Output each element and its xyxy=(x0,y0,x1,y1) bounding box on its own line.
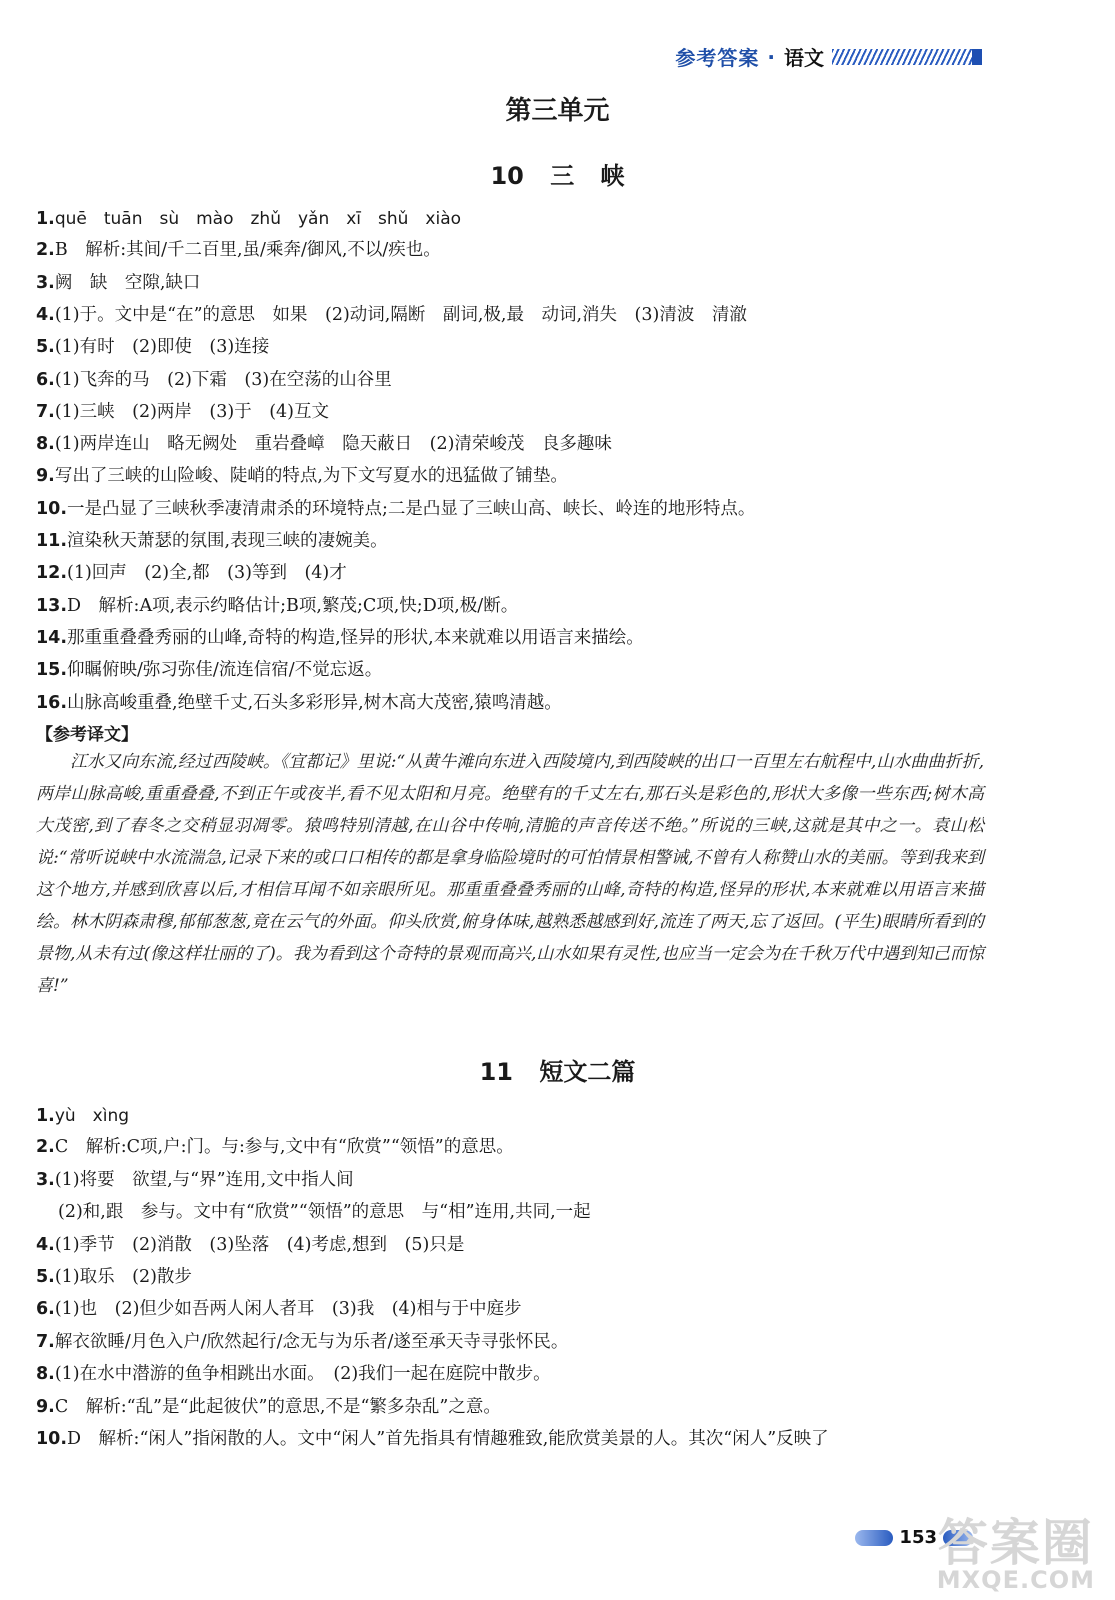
footer-left-decoration xyxy=(855,1530,893,1546)
answer-text: (1)在水中潜游的鱼争相跳出水面。 (2)我们一起在庭院中散步。 xyxy=(54,1364,551,1385)
answer-number: 3. xyxy=(36,272,55,293)
answer-text: 阙 缺 空隙,缺口 xyxy=(54,272,201,293)
answer-text: 一是凸显了三峡秋季凄清肃杀的环境特点;二是凸显了三峡山高、峡长、岭连的地形特点。 xyxy=(67,498,756,519)
answer-text: 写出了三峡的山险峻、陡峭的特点,为下文写夏水的迅猛做了铺垫。 xyxy=(54,466,568,487)
lesson-10-title: 10 三 峡 xyxy=(490,162,625,190)
answer-number: 7. xyxy=(36,401,55,422)
answer-text: 解衣欲睡/月色入户/欣然起行/念无与为乐者/遂至承天寺寻张怀民。 xyxy=(54,1331,569,1352)
answer-text: (1)取乐 (2)散步 xyxy=(54,1267,192,1287)
answer-number: 11. xyxy=(36,531,68,551)
page-number: 153 xyxy=(899,1527,937,1548)
answer-line xyxy=(36,1263,192,1288)
answer-line xyxy=(36,1328,568,1353)
answer-line xyxy=(36,1231,464,1256)
watermark-line-2: MXQE.COM xyxy=(936,1566,1095,1594)
answer-number: 8. xyxy=(36,434,55,455)
answer-text: quē tuān sù mào zhǔ yǎn xī shǔ xiào xyxy=(54,209,462,229)
header-subject: 语文 xyxy=(784,46,824,70)
answer-number: 9. xyxy=(36,466,55,487)
answer-line xyxy=(58,1198,591,1223)
translation-paragraph: 江水又向东流,经过西陵峡。《宜都记》里说:“从黄牛滩向东进入西陵境内,到西陵峡的出口一百里左右航程中,山水曲曲折折,两岸山脉高峻,重重叠叠,不到正午或夜半,看不见太阳和月亮。绝壁有的千丈左右,那石头是彩色的,形状大多像一些东西;树木高大茂密,到了春冬之交稍显羽凋零。猿鸣特别清越,在山谷中传响,清脆的声音传送不绝。”所说的三峡,这就是其中之一。袁山松说:“常听说峡中水流湍急,记录下来的或口口相传的都是拿身临险境时的可怕情景相警诫,不曾有人称赞山水的美丽。等到我来到这个地方,并感到欣喜以后,才相信耳闻不如亲眼所见。那重重叠叠秀丽的山峰,奇特的构造,怪异的形状,本来就难以用语言来描绘。林木阴森肃穆,郁郁葱葱,竟在云气的外面。仰头欣赏,俯身体味,越熟悉越感到好,流连了两天,忘了返回。(平生)眼睛所看到的景物,从未有过(像这样壮丽的了)。我为看到这个奇特的景观而高兴,山水如果有灵性,也应当一定会为在千秋万代中遇到知己而惊喜!” xyxy=(36,752,984,996)
answer-line xyxy=(36,236,441,261)
unit-title: 第三单元 xyxy=(505,96,610,126)
answer-line xyxy=(36,495,755,520)
answer-text: 渲染秋天萧瑟的氛围,表现三峡的凄婉美。 xyxy=(67,531,388,551)
answer-text: (1)于。文中是“在”的意思 如果 (2)动词,隔断 副词,极,最 动词,消失 (3)清波 清澈 xyxy=(54,304,747,325)
header-stripe-decoration xyxy=(832,49,982,65)
answer-number: 5. xyxy=(36,1267,55,1287)
answer-number: 15. xyxy=(36,660,68,681)
answer-line xyxy=(36,1425,829,1450)
answer-number: 5. xyxy=(36,337,55,358)
answer-text: C 解析:C项,户:门。与:参与,文中有“欣赏”“领悟”的意思。 xyxy=(54,1137,514,1158)
answer-number: 16. xyxy=(36,692,68,713)
answer-number: 4. xyxy=(36,304,55,325)
answer-line xyxy=(36,1360,551,1385)
answer-number: 6. xyxy=(36,369,55,390)
answer-line xyxy=(36,398,329,423)
answer-number: 13. xyxy=(36,595,68,616)
answer-number: 6. xyxy=(36,1299,55,1320)
answer-text: (1)季节 (2)消散 (3)坠落 (4)考虑,想到 (5)只是 xyxy=(54,1234,465,1255)
answer-line xyxy=(36,559,347,584)
answer-line xyxy=(36,1101,129,1126)
answer-line xyxy=(36,366,392,391)
header-brand: 参考答案 xyxy=(675,46,760,70)
answer-number: 12. xyxy=(36,563,68,584)
answer-text: (1)将要 欲望,与“界”连用,文中指人间 xyxy=(54,1169,354,1190)
translation-label: 【参考译文】 xyxy=(36,725,138,745)
answer-line xyxy=(36,462,568,487)
answer-line xyxy=(36,689,562,714)
page-header xyxy=(675,42,982,71)
answer-line xyxy=(36,527,388,552)
answer-line xyxy=(36,1166,354,1191)
answer-line xyxy=(36,269,200,294)
answer-line xyxy=(36,430,612,455)
lesson-11-title: 11 短文二篇 xyxy=(479,1058,636,1086)
answer-line xyxy=(36,656,382,681)
watermark-line-1: 答案圈 xyxy=(937,1514,1094,1572)
site-watermark xyxy=(936,1514,1095,1594)
answer-number: 10. xyxy=(36,498,68,519)
answer-text: (1)飞奔的马 (2)下霜 (3)在空荡的山谷里 xyxy=(54,369,392,390)
answer-number: 14. xyxy=(36,627,68,648)
answer-number: 8. xyxy=(36,1364,55,1385)
answer-number: 10. xyxy=(36,1429,68,1449)
answer-number: 4. xyxy=(36,1234,55,1255)
header-dot: · xyxy=(767,44,776,69)
answer-line xyxy=(36,204,461,229)
answer-line xyxy=(36,333,269,358)
answer-number: 3. xyxy=(36,1169,55,1190)
answer-text: (1)三峡 (2)两岸 (3)于 (4)互文 xyxy=(54,401,329,422)
answer-number: 1. xyxy=(36,1106,55,1126)
answer-text: (1)两岸连山 略无阙处 重岩叠嶂 隐天蔽日 (2)清荣峻茂 良多趣味 xyxy=(54,434,612,455)
answer-text: D 解析:A项,表示约略估计;B项,繁茂;C项,快;D项,极/断。 xyxy=(67,595,519,616)
answer-number: 2. xyxy=(36,1137,55,1158)
answer-text: 那重重叠叠秀丽的山峰,奇特的构造,怪异的形状,本来就难以用语言来描绘。 xyxy=(67,627,644,648)
answer-text: 仰瞩俯映/弥习弥佳/流连信宿/不觉忘返。 xyxy=(67,660,383,681)
answer-text: (2)和,跟 参与。文中有“欣赏”“领悟”的意思 与“相”连用,共同,一起 xyxy=(58,1202,591,1223)
answer-text: (1)有时 (2)即使 (3)连接 xyxy=(54,337,270,358)
answer-number: 2. xyxy=(36,240,55,261)
answer-line xyxy=(36,624,644,649)
answer-line xyxy=(36,592,518,617)
answer-number: 7. xyxy=(36,1331,55,1352)
answer-text: B 解析:其间/千二百里,虽/乘奔/御风,不以/疾也。 xyxy=(54,240,441,261)
answer-text: D 解析:“闲人”指闲散的人。文中“闲人”首先指具有情趣雅致,能欣赏美景的人。其次“闲人”反映了 xyxy=(67,1429,829,1449)
answer-text: C 解析:“乱”是“此起彼伏”的意思,不是“繁多杂乱”之意。 xyxy=(54,1396,501,1417)
answer-text: (1)也 (2)但少如吾两人闲人者耳 (3)我 (4)相与于中庭步 xyxy=(54,1299,522,1320)
answer-number: 1. xyxy=(36,209,55,229)
answer-line xyxy=(36,1295,521,1320)
answer-line xyxy=(36,1133,514,1158)
answer-line xyxy=(36,1393,501,1418)
answer-text: 山脉高峻重叠,绝壁千丈,石头多彩形异,树木高大茂密,猿鸣清越。 xyxy=(67,692,562,713)
answer-text: (1)回声 (2)全,都 (3)等到 (4)才 xyxy=(67,563,347,584)
answer-text: yù xìng xyxy=(54,1106,130,1126)
answer-line xyxy=(36,301,747,326)
answer-number: 9. xyxy=(36,1396,55,1417)
